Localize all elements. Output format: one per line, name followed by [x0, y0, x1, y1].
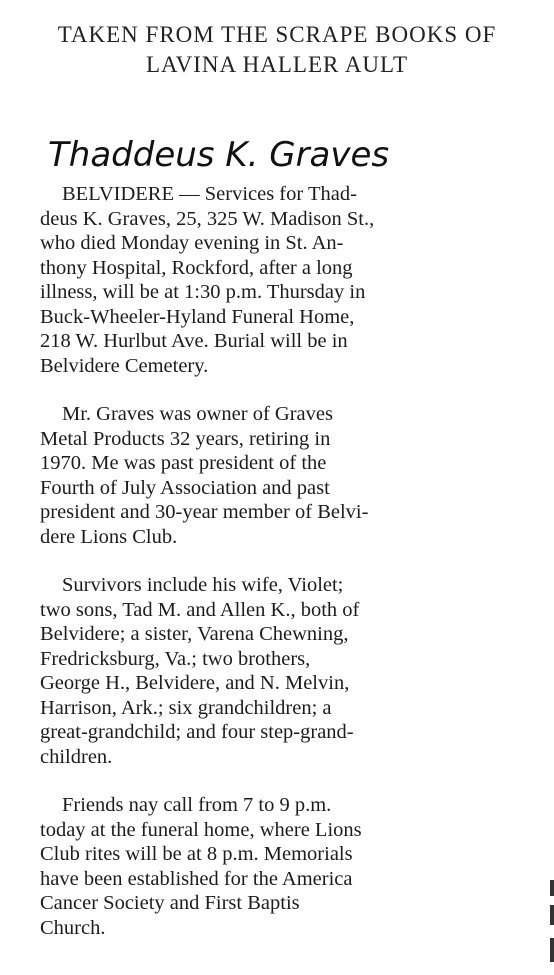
- text-line: Metal Products 32 years, retiring in: [40, 427, 331, 450]
- scan-edge-mark: [550, 880, 554, 896]
- text-line: Cancer Society and First Baptis: [40, 892, 300, 914]
- text-line: have been established for the America: [40, 867, 353, 890]
- text-line: Club rites will be at 8 p.m. Memorials: [40, 843, 353, 865]
- text-line: today at the funeral home, where Lions: [40, 818, 362, 841]
- text-line: Harrison, Ark.; six grandchildren; a: [40, 696, 332, 719]
- text-line: president and 30-year member of Belvi-: [40, 501, 369, 523]
- text-line: thony Hospital, Rockford, after a long: [40, 256, 353, 279]
- text-line: illness, will be at 1:30 p.m. Thursday in: [40, 281, 366, 303]
- text-line: Belvidere Cemetery.: [40, 354, 209, 377]
- header-line-2: LAVINA HALLER AULT: [145, 52, 409, 77]
- text-line: dere Lions Club.: [40, 525, 178, 548]
- text-line: BELVIDERE — Services for Thad-: [62, 183, 357, 205]
- scan-edge-mark: [550, 938, 554, 962]
- text-line: Fourth of July Association and past: [40, 476, 330, 499]
- text-line: Survivors include his wife, Violet;: [62, 574, 344, 596]
- scan-edge-mark: [550, 905, 554, 925]
- obituary-headline: Thaddeus K. Graves: [48, 135, 390, 175]
- text-line: Mr. Graves was owner of Graves: [62, 403, 333, 425]
- text-line: Friends nay call from 7 to 9 p.m.: [62, 794, 332, 816]
- header-line-1: TAKEN FROM THE SCRAPE BOOKS OF: [57, 22, 497, 47]
- paragraph-survivors: [40, 573, 480, 769]
- paragraph-visitation: [40, 793, 480, 940]
- text-line: deus K. Graves, 25, 325 W. Madison St.,: [40, 207, 375, 230]
- text-line: Fredricksburg, Va.; two brothers,: [40, 647, 311, 670]
- text-line: children.: [40, 745, 113, 768]
- scrapbook-header: [0, 20, 554, 80]
- text-line: 1970. Me was past president of the: [40, 452, 327, 474]
- paragraph-career: [40, 402, 480, 549]
- paragraph-services: [40, 182, 480, 378]
- text-line: great-grandchild; and four step-grand-: [40, 721, 354, 743]
- text-line: who died Monday evening in St. An-: [40, 232, 344, 254]
- text-line: two sons, Tad M. and Allen K., both of: [40, 598, 360, 621]
- text-line: Buck-Wheeler-Hyland Funeral Home,: [40, 305, 355, 328]
- text-line: George H., Belvidere, and N. Melvin,: [40, 672, 350, 694]
- text-line: Belvidere; a sister, Varena Chewning,: [40, 623, 349, 645]
- text-line: 218 W. Hurlbut Ave. Burial will be in: [40, 330, 348, 352]
- text-line: Church.: [40, 916, 106, 939]
